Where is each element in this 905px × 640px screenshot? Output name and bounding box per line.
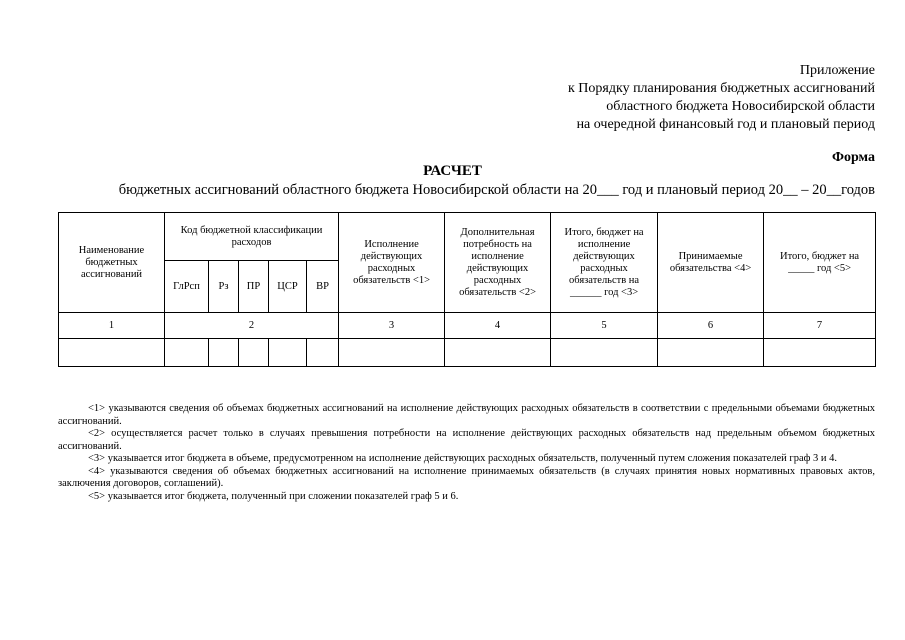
col-number-1: 1: [59, 313, 165, 339]
document-subtitle: бюджетных ассигнований областного бюджета Новосибирской области на 20___ год и плановый период 20__ – 20__годов: [118, 182, 875, 198]
code-rz: Рз: [209, 261, 239, 313]
empty-cell: [209, 339, 239, 367]
empty-cell: [239, 339, 269, 367]
header-col4: Дополнительная потребность на исполнение действующих расходных обязательств <2>: [445, 213, 551, 313]
empty-cell: [307, 339, 339, 367]
header-name: Наименование бюджетных ассигнований: [59, 213, 165, 313]
empty-cell: [339, 339, 445, 367]
empty-data-row: [59, 339, 876, 367]
code-csr: ЦСР: [269, 261, 307, 313]
empty-cell: [165, 339, 209, 367]
appendix-line-2: к Порядку планирования бюджетных ассигнований: [567, 81, 875, 96]
header-code: Код бюджетной классификации расходов: [165, 213, 339, 261]
header-col5: Итого, бюджет на исполнение действующих расходных обязательств на ______ год <3>: [551, 213, 658, 313]
empty-cell: [269, 339, 307, 367]
col-number-2: 2: [165, 313, 339, 339]
footnote-4: <4> указываются сведения об объемах бюджетных ассигнований на исполнение принимаемых обязательств (в случаях принятия новых нормативных правовых актов, заключения договоров, соглашений).: [58, 465, 875, 489]
code-pr: ПР: [239, 261, 269, 313]
appendix-header: [568, 62, 875, 134]
empty-cell: [445, 339, 551, 367]
budget-table: [58, 212, 876, 367]
footnote-2: <2> осуществляется расчет только в случаях превышения потребности на исполнение действующих расходных обязательств над предельным объемом бюджетных ассигнований.: [58, 428, 875, 452]
footnote-5: <5> указывается итог бюджета, полученный при сложении показателей граф 5 и 6.: [88, 490, 459, 502]
code-glrsp: ГлРсп: [165, 261, 209, 313]
code-vr: ВР: [307, 261, 339, 313]
header-col3: Исполнение действующих расходных обязательств <1>: [339, 213, 445, 313]
empty-cell: [59, 339, 165, 367]
col-number-4: 4: [445, 313, 551, 339]
footnote-3: <3> указывается итог бюджета в объеме, предусмотренном на исполнение действующих расходных обязательств, полученный путем сложения показателей граф 3 и 4.: [88, 453, 838, 464]
empty-cell: [764, 339, 876, 367]
appendix-line-1: Приложение: [799, 63, 875, 78]
empty-cell: [551, 339, 658, 367]
header-col6: Принимаемые обязательства <4>: [658, 213, 764, 313]
header-col7: Итого, бюджет на _____ год <5>: [764, 213, 876, 313]
col-number-7: 7: [764, 313, 876, 339]
col-number-3: 3: [339, 313, 445, 339]
empty-cell: [658, 339, 764, 367]
col-number-5: 5: [551, 313, 658, 339]
footnotes: [58, 403, 875, 503]
col-number-6: 6: [658, 313, 764, 339]
appendix-line-3: областного бюджета Новосибирской области: [606, 99, 875, 114]
appendix-line-4: на очередной финансовый год и плановый период: [576, 117, 875, 132]
footnote-1: <1> указываются сведения об объемах бюджетных ассигнований на исполнение действующих расходных обязательств в соответствии с предельными объемами бюджетных ассигнований.: [58, 403, 875, 427]
document-title: РАСЧЕТ: [423, 163, 482, 179]
form-label: Форма: [831, 150, 875, 165]
